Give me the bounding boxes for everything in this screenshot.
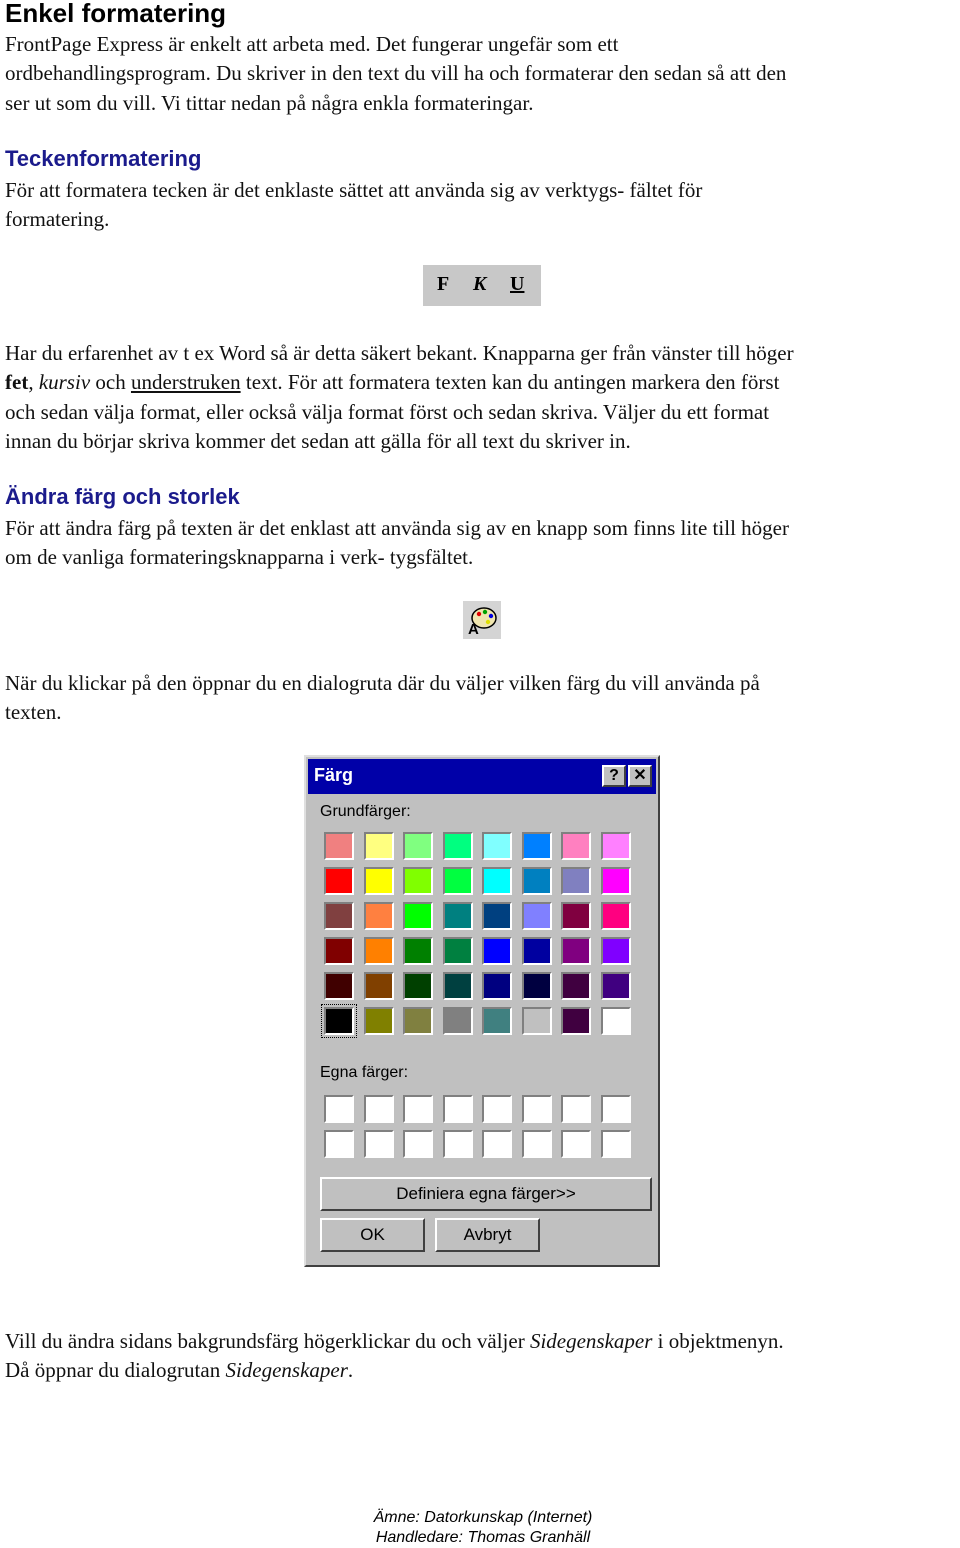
basic-color-swatch[interactable] [561,972,591,1000]
basic-color-swatch[interactable] [443,867,473,895]
basic-color-swatch[interactable] [482,902,512,930]
svg-text:A: A [468,621,479,638]
basic-color-swatch[interactable] [561,1007,591,1035]
basic-color-swatch[interactable] [561,867,591,895]
italic-icon: K [473,273,487,295]
basic-color-swatch[interactable] [482,867,512,895]
basic-color-swatch[interactable] [324,832,354,860]
basic-color-swatch[interactable] [324,1007,354,1035]
page-footer: Ämne: Datorkunskap (Internet) Handledare: Thomas Granhäll [373,1509,593,1546]
basic-color-swatch[interactable] [601,937,631,965]
custom-color-swatch[interactable] [364,1095,394,1123]
basic-color-swatch[interactable] [403,937,433,965]
palette-icon [463,601,501,639]
close-button[interactable]: ✕ [628,765,652,787]
custom-color-swatch[interactable] [561,1130,591,1158]
basic-color-swatch[interactable] [403,972,433,1000]
formatting-toolbar-image [423,265,541,306]
section2-paragraph: För att ändra färg på texten är det enklast att använda sig av en knapp som finns lite till höger om de vanliga formateringsknapparna i verk- tygsfältet. [5,516,789,570]
basic-color-swatch[interactable] [601,972,631,1000]
basic-color-swatch[interactable] [364,937,394,965]
basic-color-swatch[interactable] [561,832,591,860]
basic-colors-label: Grundfärger: [320,803,411,820]
basic-color-swatch[interactable] [324,867,354,895]
bold-example: fet [5,370,29,395]
heading-teckenformatering: Teckenformatering [5,146,202,171]
basic-color-swatch[interactable] [443,972,473,1000]
basic-color-swatch[interactable] [403,1007,433,1035]
basic-color-swatch[interactable] [522,902,552,930]
italic-example: kursiv [38,370,91,395]
basic-color-swatch[interactable] [482,937,512,965]
custom-color-swatch[interactable] [364,1130,394,1158]
basic-color-swatch[interactable] [601,832,631,860]
basic-color-swatch[interactable] [324,902,354,930]
basic-color-swatch[interactable] [522,972,552,1000]
basic-color-swatch[interactable] [403,902,433,930]
custom-color-swatch[interactable] [522,1095,552,1123]
basic-color-swatch[interactable] [443,902,473,930]
custom-color-swatch[interactable] [601,1095,631,1123]
color-dialog [304,755,660,1267]
basic-color-swatch[interactable] [403,867,433,895]
basic-color-swatch[interactable] [522,1007,552,1035]
basic-color-swatch[interactable] [443,832,473,860]
basic-color-swatch[interactable] [482,1007,512,1035]
heading-andra-farg: Ändra färg och storlek [5,484,240,509]
basic-color-swatch[interactable] [364,902,394,930]
basic-color-swatch[interactable] [324,937,354,965]
dialog-title: Färg [314,765,354,785]
underline-icon: U [510,273,525,295]
underline-example: understruken [130,370,241,395]
custom-color-swatch[interactable] [522,1130,552,1158]
section1-paragraph-2: Har du erfarenhet av t ex Word så är detta säkert bekant. Knapparna ger från vänster till höger fet, kursiv och understruken text. För att formatera texten kan du antingen markera den först och sedan välja format, eller också välja format först och sedan skriva. Väljer du ett format innan du börjar skriva kommer det sedan att gälla för all text du skriver in. [5,341,794,453]
bold-icon: F [437,273,450,295]
dialog-titlebar [308,759,656,794]
cancel-button[interactable]: Avbryt [435,1218,540,1252]
section2-paragraph-2: När du klickar på den öppnar du en dialogruta där du väljer vilken färg du vill använda på texten. [5,671,760,725]
custom-color-swatch[interactable] [443,1095,473,1123]
basic-color-swatch[interactable] [561,902,591,930]
intro-paragraph: FrontPage Express är enkelt att arbeta med. Det fungerar ungefär som ett ordbehandlingsprogram. Du skriver in den text du vill ha och formaterar den sedan så att den ser ut som du vill. Vi tittar nedan på några enkla formateringar. [5,32,787,115]
custom-color-swatch[interactable] [482,1130,512,1158]
basic-color-swatch[interactable] [482,832,512,860]
basic-color-swatch[interactable] [601,867,631,895]
custom-color-swatch[interactable] [403,1095,433,1123]
help-button[interactable]: ? [602,765,626,787]
basic-color-swatch[interactable] [522,937,552,965]
basic-color-swatch[interactable] [364,867,394,895]
custom-colors-label: Egna färger: [320,1064,409,1081]
custom-color-swatch[interactable] [324,1130,354,1158]
font-color-button-image [463,601,501,639]
section1-paragraph: För att formatera tecken är det enklaste sättet att använda sig av verktygs- fältet för formatering. [5,178,703,232]
basic-color-swatch[interactable] [364,1007,394,1035]
basic-color-swatch[interactable] [403,832,433,860]
basic-color-swatch[interactable] [601,1007,631,1035]
custom-color-swatch[interactable] [403,1130,433,1158]
basic-color-swatch[interactable] [364,972,394,1000]
basic-color-swatch[interactable] [443,937,473,965]
closing-paragraph: Vill du ändra sidans bakgrundsfärg högerklickar du och väljer Sidegenskaper i objektmenyn. Då öppnar du dialogrutan Sidegenskaper. [5,1329,784,1383]
basic-color-swatch[interactable] [364,832,394,860]
custom-color-swatch[interactable] [443,1130,473,1158]
basic-color-swatch[interactable] [324,972,354,1000]
basic-color-swatch[interactable] [482,972,512,1000]
page-title: Enkel formatering [5,0,227,28]
custom-color-swatch[interactable] [324,1095,354,1123]
custom-color-swatch[interactable] [482,1095,512,1123]
basic-color-swatch[interactable] [522,867,552,895]
custom-color-swatch[interactable] [561,1095,591,1123]
basic-color-swatch[interactable] [443,1007,473,1035]
basic-color-swatch[interactable] [601,902,631,930]
custom-color-swatch[interactable] [601,1130,631,1158]
basic-color-swatch[interactable] [561,937,591,965]
ok-button[interactable]: OK [320,1218,425,1252]
define-custom-colors-button[interactable]: Definiera egna färger>> [320,1177,652,1211]
basic-color-swatch[interactable] [522,832,552,860]
